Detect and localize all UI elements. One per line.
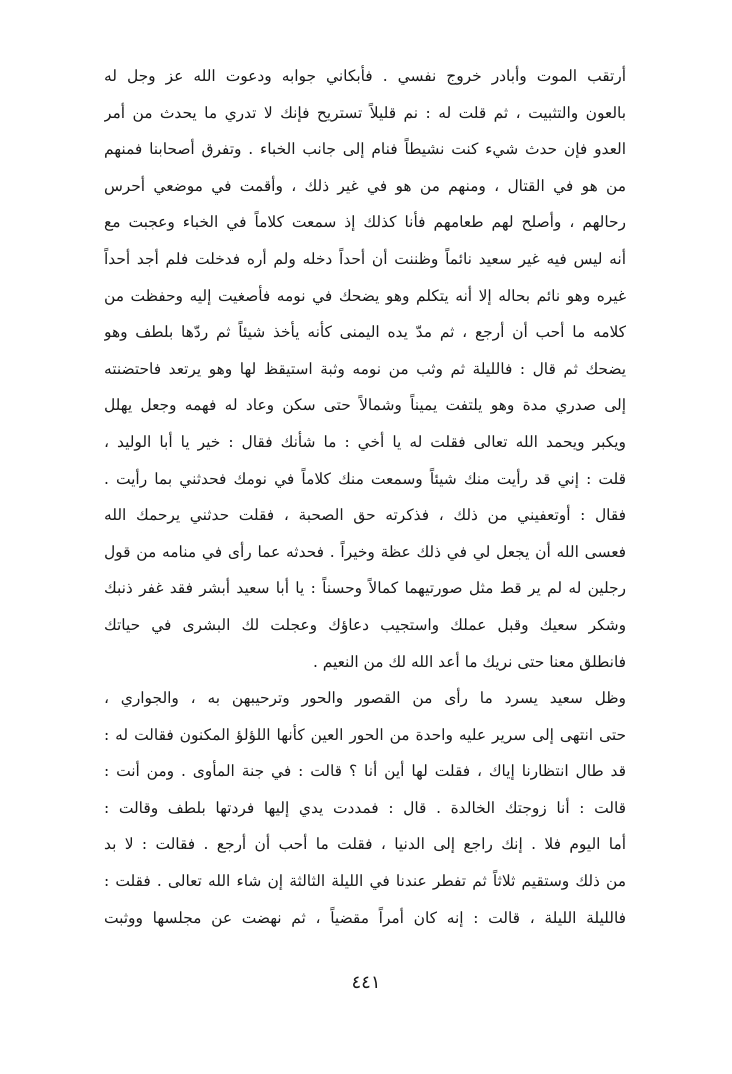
- text-line: قد طال انتظارنا إياك ، فقلت لها أين أنا ؟ قالت : في جنة المأوى . ومن أنت :: [104, 762, 626, 781]
- text-line: قلت : إني قد رأيت منك شيئاً وسمعت منك كلاماً في نومك فحدثني بما رأيت .: [104, 469, 626, 488]
- text-line: كلامه ما أحب أن أرجع ، ثم مدّ يده اليمنى كأنه يأخذ شيئاً ثم ردّها بلطف وهو: [104, 323, 626, 342]
- text-line: أما اليوم فلا . إنك راجع إلى الدنيا ، فقلت ما أحب أن أرجع . فقالت : لا بد: [104, 835, 626, 854]
- text-line: ويكبر ويحمد الله تعالى فقلت له يا أخي : ما شأنك فقال : خير يا أبا الوليد ،: [104, 432, 626, 451]
- text-line: رجلين له لم ير قط مثل صورتيهما كمالاً وحسناً : يا أبا سعيد أبشر فقد غفر ذنبك: [104, 579, 626, 598]
- text-line: العدو فإن حدث شيء كنت نشيطاً فنام إلى جانب الخباء . وتفرق أصحابنا فمنهم: [104, 140, 626, 159]
- text-line: فقال : أوتعفيني من ذلك ، فذكرته حق الصحبة ، فقلت حدثني يرحمك الله: [104, 506, 626, 525]
- text-line: يضحك ثم قال : فالليلة ثم وثب من نومه وثبة استيقظ لها وهو يرتعد فاحتضنته: [104, 359, 626, 378]
- text-line: فالليلة الليلة ، قالت : إنه كان أمراً مقضياً ، ثم نهضت عن مجلسها ووثبت: [104, 908, 626, 927]
- text-line-paragraph-end: فانطلق معنا حتى نريك ما أعد الله لك من النعيم .: [312, 652, 626, 671]
- text-line: من ذلك وستقيم ثلاثاً ثم تفطر عندنا في الليلة الثالثة إن شاء الله تعالى . فقلت :: [104, 872, 626, 891]
- text-line: أرتقب الموت وأبادر خروج نفسي . فأبكاني جوابه ودعوت الله عز وجل له: [104, 67, 626, 85]
- body-text: [104, 58, 626, 936]
- text-line: قالت : أنا زوجتك الخالدة . قال : فمددت يدي إليها فردتها بلطف وقالت :: [104, 798, 626, 817]
- text-line: بالعون والتثبيت ، ثم قلت له : نم قليلاً تستريح فإنك لا تدري ما يحدث من أمر: [104, 103, 626, 122]
- text-line: وظل سعيد يسرد ما رأى من القصور والحور وترحيبهن به ، والجواري ،: [104, 689, 626, 708]
- text-line: فعسى الله أن يجعل لي في ذلك عظة وخيراً . فحدثه عما رأى في منامه من قول: [104, 542, 626, 561]
- text-line: وشكر سعيك وقبل عملك واستجيب دعاؤك وعجلت لك البشرى في حياتك: [104, 615, 626, 634]
- text-line: حتى انتهى إلى سرير عليه واحدة من الحور العين كأنها اللؤلؤ المكنون فقالت له :: [104, 725, 626, 744]
- text-line: أنه ليس فيه غير سعيد نائماً وظننت أن أحداً دخله ولم أره فدخلت فلم أجد أحداً: [104, 249, 626, 268]
- text-line: إلى صدري مدة وهو يلتفت يميناً وشمالاً حتى سكن وعاد له فهمه وجعل يهلل: [104, 396, 626, 415]
- page-number: ٤٤١: [351, 972, 381, 993]
- text-line: غيره وهو نائم بحاله إلا أنه يتكلم وهو يضحك في نومه فأصغيت إليه وحفظت من: [104, 286, 626, 305]
- text-line: من هو في القتال ، ومنهم من هو في غير ذلك ، وأقمت في موضعي أحرس: [104, 176, 626, 195]
- text-line: رحالهم ، وأصلح لهم طعامهم فأنا كذلك إذ سمعت كلاماً في الخباء وعجبت مع: [104, 213, 626, 232]
